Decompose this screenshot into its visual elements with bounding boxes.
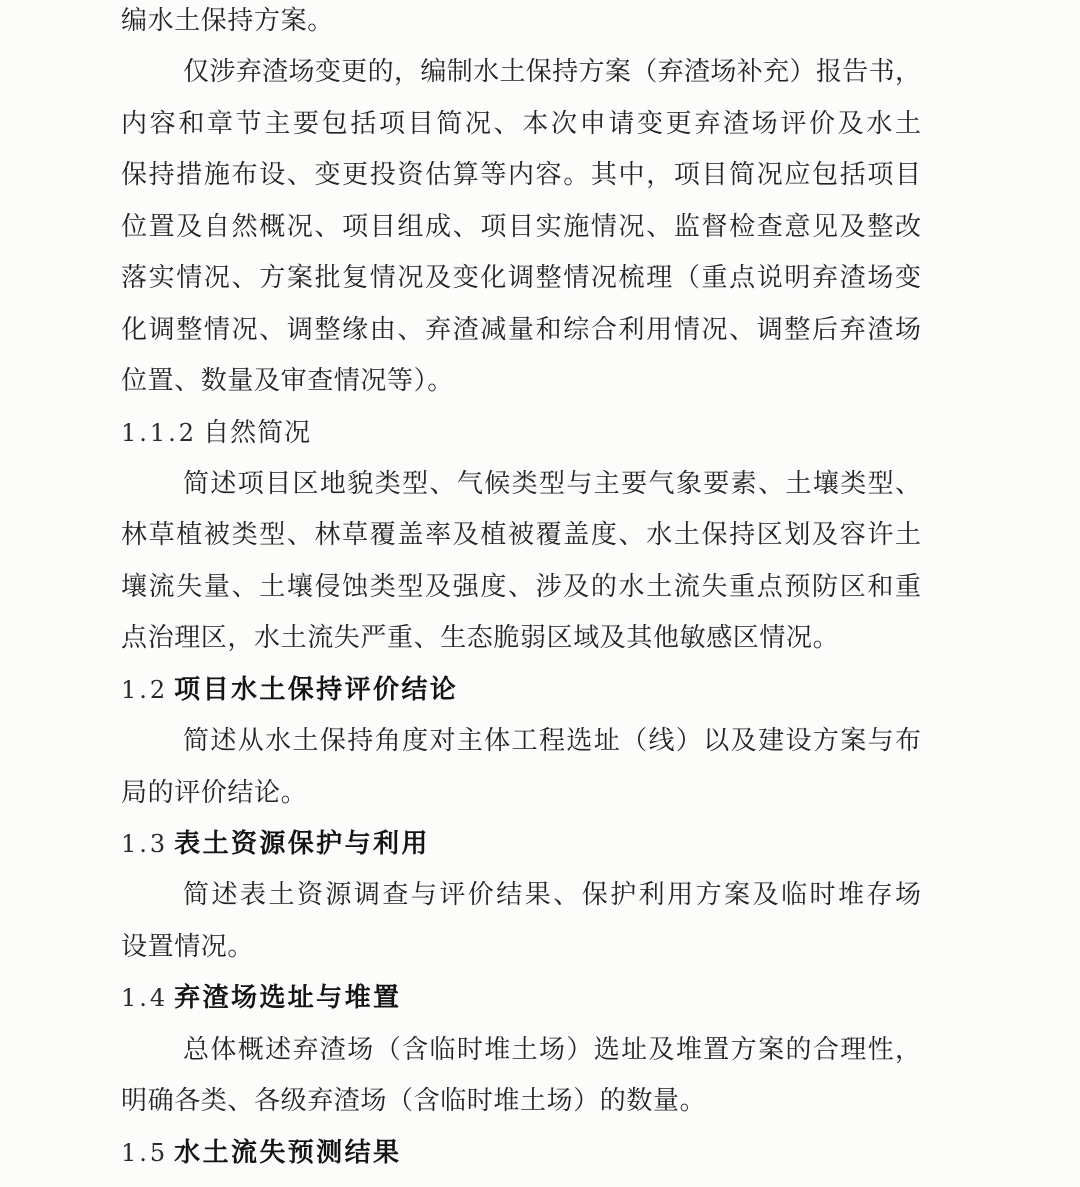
paragraph-spoil-site-siting: [121, 1025, 921, 1128]
paragraph-natural-conditions: [121, 459, 921, 665]
section-title: 项目水土保持评价结论: [174, 674, 459, 705]
section-title: 自然简况: [203, 417, 312, 448]
text-line: 设置情况。: [121, 931, 255, 962]
text-line: 保持措施布设、变更投资估算等内容。其中，项目简况应包括项目: [121, 160, 921, 191]
document-page: [121, 0, 921, 1179]
text-line: 内容和章节主要包括项目简况、本次申请变更弃渣场评价及水土: [121, 108, 921, 139]
text-line: 明确各类、各级弃渣场（含临时堆土场）的数量。: [121, 1086, 707, 1117]
section-heading-1-1-2: [121, 408, 921, 459]
section-number: 1.4: [121, 984, 169, 1013]
text-line: 简述表土资源调查与评价结果、保护利用方案及临时堆存场: [183, 880, 921, 911]
section-number: 1.3: [121, 830, 169, 858]
text-line: 简述项目区地貌类型、气候类型与主要气象要素、土壤类型、: [183, 468, 921, 499]
text-line: 林草植被类型、林草覆盖率及植被覆盖度、水土保持区划及容许土: [121, 520, 921, 551]
text-line: 位置及自然概况、项目组成、项目实施情况、监督检查意见及整改: [121, 211, 921, 242]
paragraph-topsoil: [121, 870, 921, 973]
paragraph-evaluation-conclusion: [121, 716, 921, 819]
text-line: 总体概述弃渣场（含临时堆土场）选址及堆置方案的合理性，: [183, 1034, 921, 1065]
section-number: 1.1.2: [121, 418, 198, 447]
paragraph-spoil-site-change: [121, 47, 921, 407]
text-line: 落实情况、方案批复情况及变化调整情况梳理（重点说明弃渣场变: [121, 263, 921, 294]
section-heading-1-3: [121, 819, 921, 870]
text-line: 仅涉弃渣场变更的，编制水土保持方案（弃渣场补充）报告书，: [183, 57, 921, 88]
section-title: 水土流失预测结果: [174, 1137, 402, 1168]
section-title: 表土资源保护与利用: [174, 829, 430, 859]
text-line: 局的评价结论。: [121, 777, 308, 808]
paragraph-continuation: [121, 0, 921, 47]
section-heading-1-4: [121, 973, 921, 1024]
text-line: 点治理区，水土流失严重、生态脆弱区域及其他敏感区情况。: [121, 623, 840, 654]
section-title: 弃渣场选址与堆置: [174, 983, 402, 1014]
section-heading-1-5: [121, 1128, 921, 1179]
text-line: 化调整情况、调整缘由、弃渣减量和综合利用情况、调整后弃渣场: [121, 314, 921, 345]
section-number: 1.2: [121, 675, 169, 704]
section-heading-1-2: [121, 665, 921, 716]
section-number: 1.5: [121, 1138, 169, 1167]
text-line: 位置、数量及审查情况等）。: [121, 366, 454, 397]
text-line: 壤流失量、土壤侵蚀类型及强度、涉及的水土流失重点预防区和重: [121, 571, 921, 602]
text-line: 简述从水土保持角度对主体工程选址（线）以及建设方案与布: [183, 726, 921, 757]
text-line: 编水土保持方案。: [121, 6, 334, 36]
